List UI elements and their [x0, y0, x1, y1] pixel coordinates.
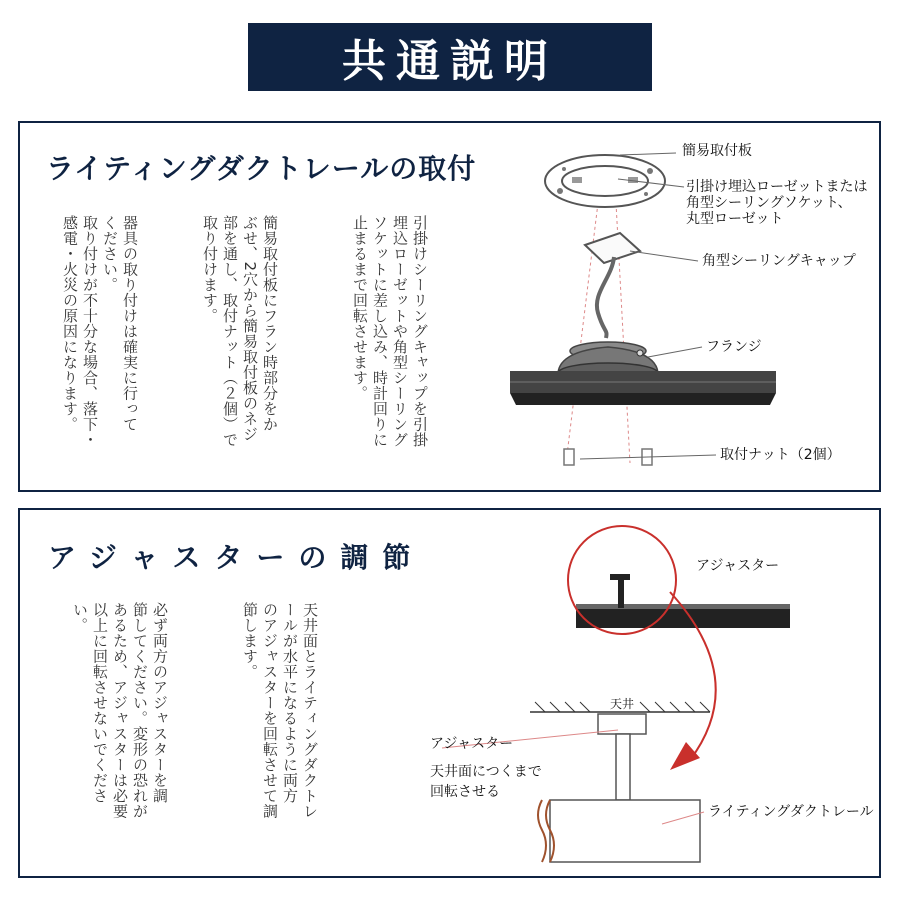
label-instruction-line2: 回転させる	[430, 784, 500, 800]
ceiling-cap-shape	[585, 233, 640, 338]
installation-warning-text: 器具の取り付けは確実に行って ください。 取り付けが不十分な場合、落下・ 感電・火災の原因になります。	[61, 215, 139, 448]
rail-body-shape	[538, 800, 700, 862]
mounting-plate-shape	[545, 155, 665, 207]
label-rosette-line1: 引掛け埋込ローゼットまたは	[686, 179, 868, 195]
adjuster-heading: アジャスターの調節	[48, 541, 425, 574]
label-rosette-line2: 角型シーリングソケット、	[686, 195, 852, 211]
label-ceiling-cap: 角型シーリングキャップ	[702, 253, 856, 269]
label-rail: ライティングダクトレール	[708, 804, 874, 820]
duct-rail-shape	[510, 371, 776, 405]
adjuster-step-text: 天井面とライティングダクトレ ールが水平になるように両方 のアジャスターを回転させて調 節します。	[241, 602, 319, 819]
rail-installation-panel	[18, 121, 881, 492]
rail-installation-heading: ライティングダクトレールの取付	[46, 152, 477, 185]
installation-step-2-text: 簡易取付板にフラン時部分をか ぶせ、2穴から簡易取付板のネジ 部を通し、取付ナット（２個）で 取り付けます。	[201, 215, 279, 448]
adjuster-panel	[18, 508, 881, 878]
label-adjuster-top: アジャスター	[696, 558, 780, 574]
label-adjuster: アジャスター	[430, 736, 514, 752]
label-mounting-nuts: 取付ナット（2個）	[720, 447, 841, 463]
page-title: 共通説明	[342, 36, 558, 87]
page-title-banner	[248, 23, 652, 91]
label-mounting-plate: 簡易取付板	[682, 143, 752, 159]
adjuster-warning-text: 必ず両方のアジャスターを調 節してください。変形の恐れが あるため、アジャスターは必要 以上に回転させないでくださ い。	[71, 602, 169, 819]
installation-step-1-text: 引掛けシーリングキャップを引掛 埋込ローゼットや角型シーリング ソケットに差し込み、時計回りに 止まるまで回転させます。	[351, 215, 429, 448]
label-flange: フランジ	[706, 339, 762, 355]
label-ceiling: 天井	[610, 697, 635, 711]
label-instruction-line1: 天井面につくまで	[430, 764, 542, 780]
installation-diagram	[480, 133, 880, 488]
adjuster-diagram	[400, 520, 880, 870]
label-rosette-line3: 丸型ローゼット	[686, 211, 784, 227]
rail-with-adjuster-shape	[576, 574, 790, 628]
